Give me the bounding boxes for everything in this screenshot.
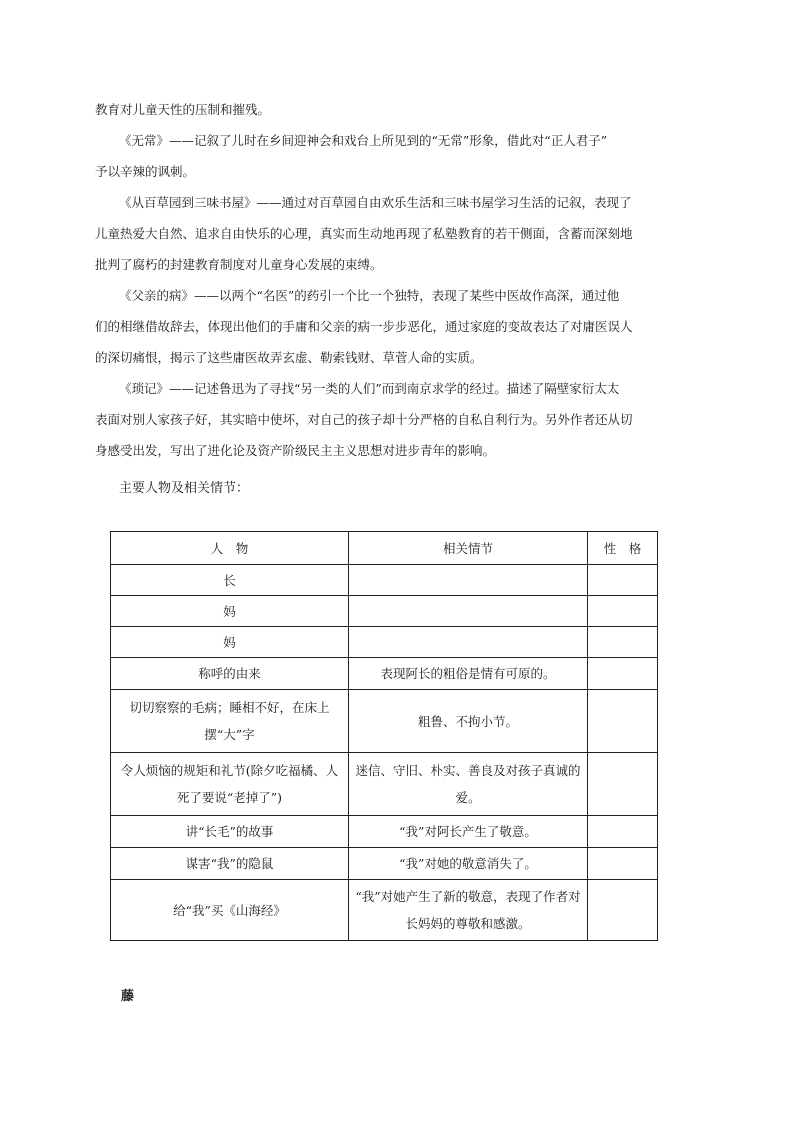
- table-row: [111, 565, 658, 596]
- cell-person: 称呼的由来: [111, 658, 349, 690]
- cell-person: 谋害“我”的隐鼠: [111, 848, 349, 880]
- cell-trait: [588, 596, 658, 627]
- header-person: 人 物: [111, 532, 349, 565]
- cell-trait: [588, 690, 658, 753]
- paragraph-line: 儿童热爱大自然、追求自由快乐的心理，真实而生动地再现了私塾教育的若干侧面，含蓄而深刻地: [95, 226, 633, 241]
- table-row: [111, 596, 658, 627]
- cell-trait: [588, 880, 658, 941]
- paragraph-line: 予以辛辣的讽刺。: [95, 164, 196, 179]
- work-title: 《琐记》: [119, 381, 170, 396]
- cell-trait: [588, 565, 658, 596]
- cell-person: 妈: [111, 596, 349, 627]
- table-row: [111, 753, 658, 816]
- table-header-row: [111, 532, 658, 565]
- table-row: [111, 627, 658, 658]
- cell-plot: [349, 596, 588, 627]
- paragraph-line: ——记叙了儿时在乡间迎神会和戏台上所见到的“无常”形象，借此对“正人君子”: [169, 133, 608, 148]
- paragraph-wuchang: [95, 125, 695, 187]
- cell-trait: [588, 848, 658, 880]
- paragraph-line: 身感受出发，写出了进化论及资产阶级民主主义思想对进步青年的影响。: [95, 443, 496, 458]
- cell-plot: “我”对她产生了新的敬意，表现了作者对长妈妈的尊敬和感激。: [349, 880, 588, 941]
- paragraph-line: 批判了腐朽的封建教育制度对儿童身心发展的束缚。: [95, 257, 383, 272]
- cell-plot: “我”对阿长产生了敬意。: [349, 816, 588, 848]
- table-row: [111, 658, 658, 690]
- cell-trait: [588, 658, 658, 690]
- work-title: 《父亲的病》: [119, 288, 195, 303]
- cell-plot: [349, 627, 588, 658]
- work-title: 《从百草园到三味书屋》: [119, 195, 257, 210]
- cell-trait: [588, 627, 658, 658]
- paragraph-baicaoyuan: [95, 187, 695, 280]
- paragraph-suoji: [95, 373, 695, 466]
- cell-trait: [588, 753, 658, 816]
- table-row: [111, 816, 658, 848]
- table-row: [111, 690, 658, 753]
- footer-mark: 藤: [121, 989, 135, 1004]
- table-row: [111, 848, 658, 880]
- paragraph-fuqin: [95, 280, 695, 373]
- section-title: 主要人物及相关情节：: [119, 481, 250, 496]
- cell-person: 给“我”买《山海经》: [111, 880, 349, 941]
- header-trait: 性 格: [588, 532, 658, 565]
- intro-line: 教育对儿童天性的压制和摧残。: [95, 102, 271, 117]
- work-title: 《无常》: [119, 133, 170, 148]
- cell-plot: 粗鲁、不拘小节。: [349, 690, 588, 753]
- cell-person: 妈: [111, 627, 349, 658]
- cell-plot: 表现阿长的粗俗是情有可原的。: [349, 658, 588, 690]
- table-row: [111, 880, 658, 941]
- cell-person: 长: [111, 565, 349, 596]
- cell-plot: “我”对她的敬意消失了。: [349, 848, 588, 880]
- cell-person: 讲“长毛”的故事: [111, 816, 349, 848]
- cell-person: 切切察察的毛病；睡相不好，在床上摆“大”字: [111, 690, 349, 753]
- paragraph-line: 表面对别人家孩子好，其实暗中使坏，对自己的孩子却十分严格的自私自利行为。另外作者还从切: [95, 412, 633, 427]
- cell-plot: 迷信、守旧、朴实、善良及对孩子真诚的爱。: [349, 753, 588, 816]
- header-plot: 相关情节: [349, 532, 588, 565]
- cell-plot: [349, 565, 588, 596]
- paragraph-line: ——记述鲁迅为了寻找“另一类的人们”而到南京求学的经过。描述了隔壁家衍太太: [169, 381, 620, 396]
- paragraph-line: ——以两个“名医”的药引一个比一个独特，表现了某些中医故作高深，通过他: [194, 288, 620, 303]
- paragraph-line: 的深切痛恨，揭示了这些庸医故弄玄虚、勒索钱财、草菅人命的实质。: [95, 350, 483, 365]
- cell-person: 令人烦恼的规矩和礼节(除夕吃福橘、人死了要说“老掉了”): [111, 753, 349, 816]
- paragraph-line: 们的相继借故辞去，体现出他们的手庸和父亲的病一步步恶化，通过家庭的变故表达了对庸医误人: [95, 319, 633, 334]
- cell-trait: [588, 816, 658, 848]
- paragraph-line: ——通过对百草园自由欢乐生活和三味书屋学习生活的记叙，表现了: [256, 195, 632, 210]
- character-table: [110, 531, 658, 941]
